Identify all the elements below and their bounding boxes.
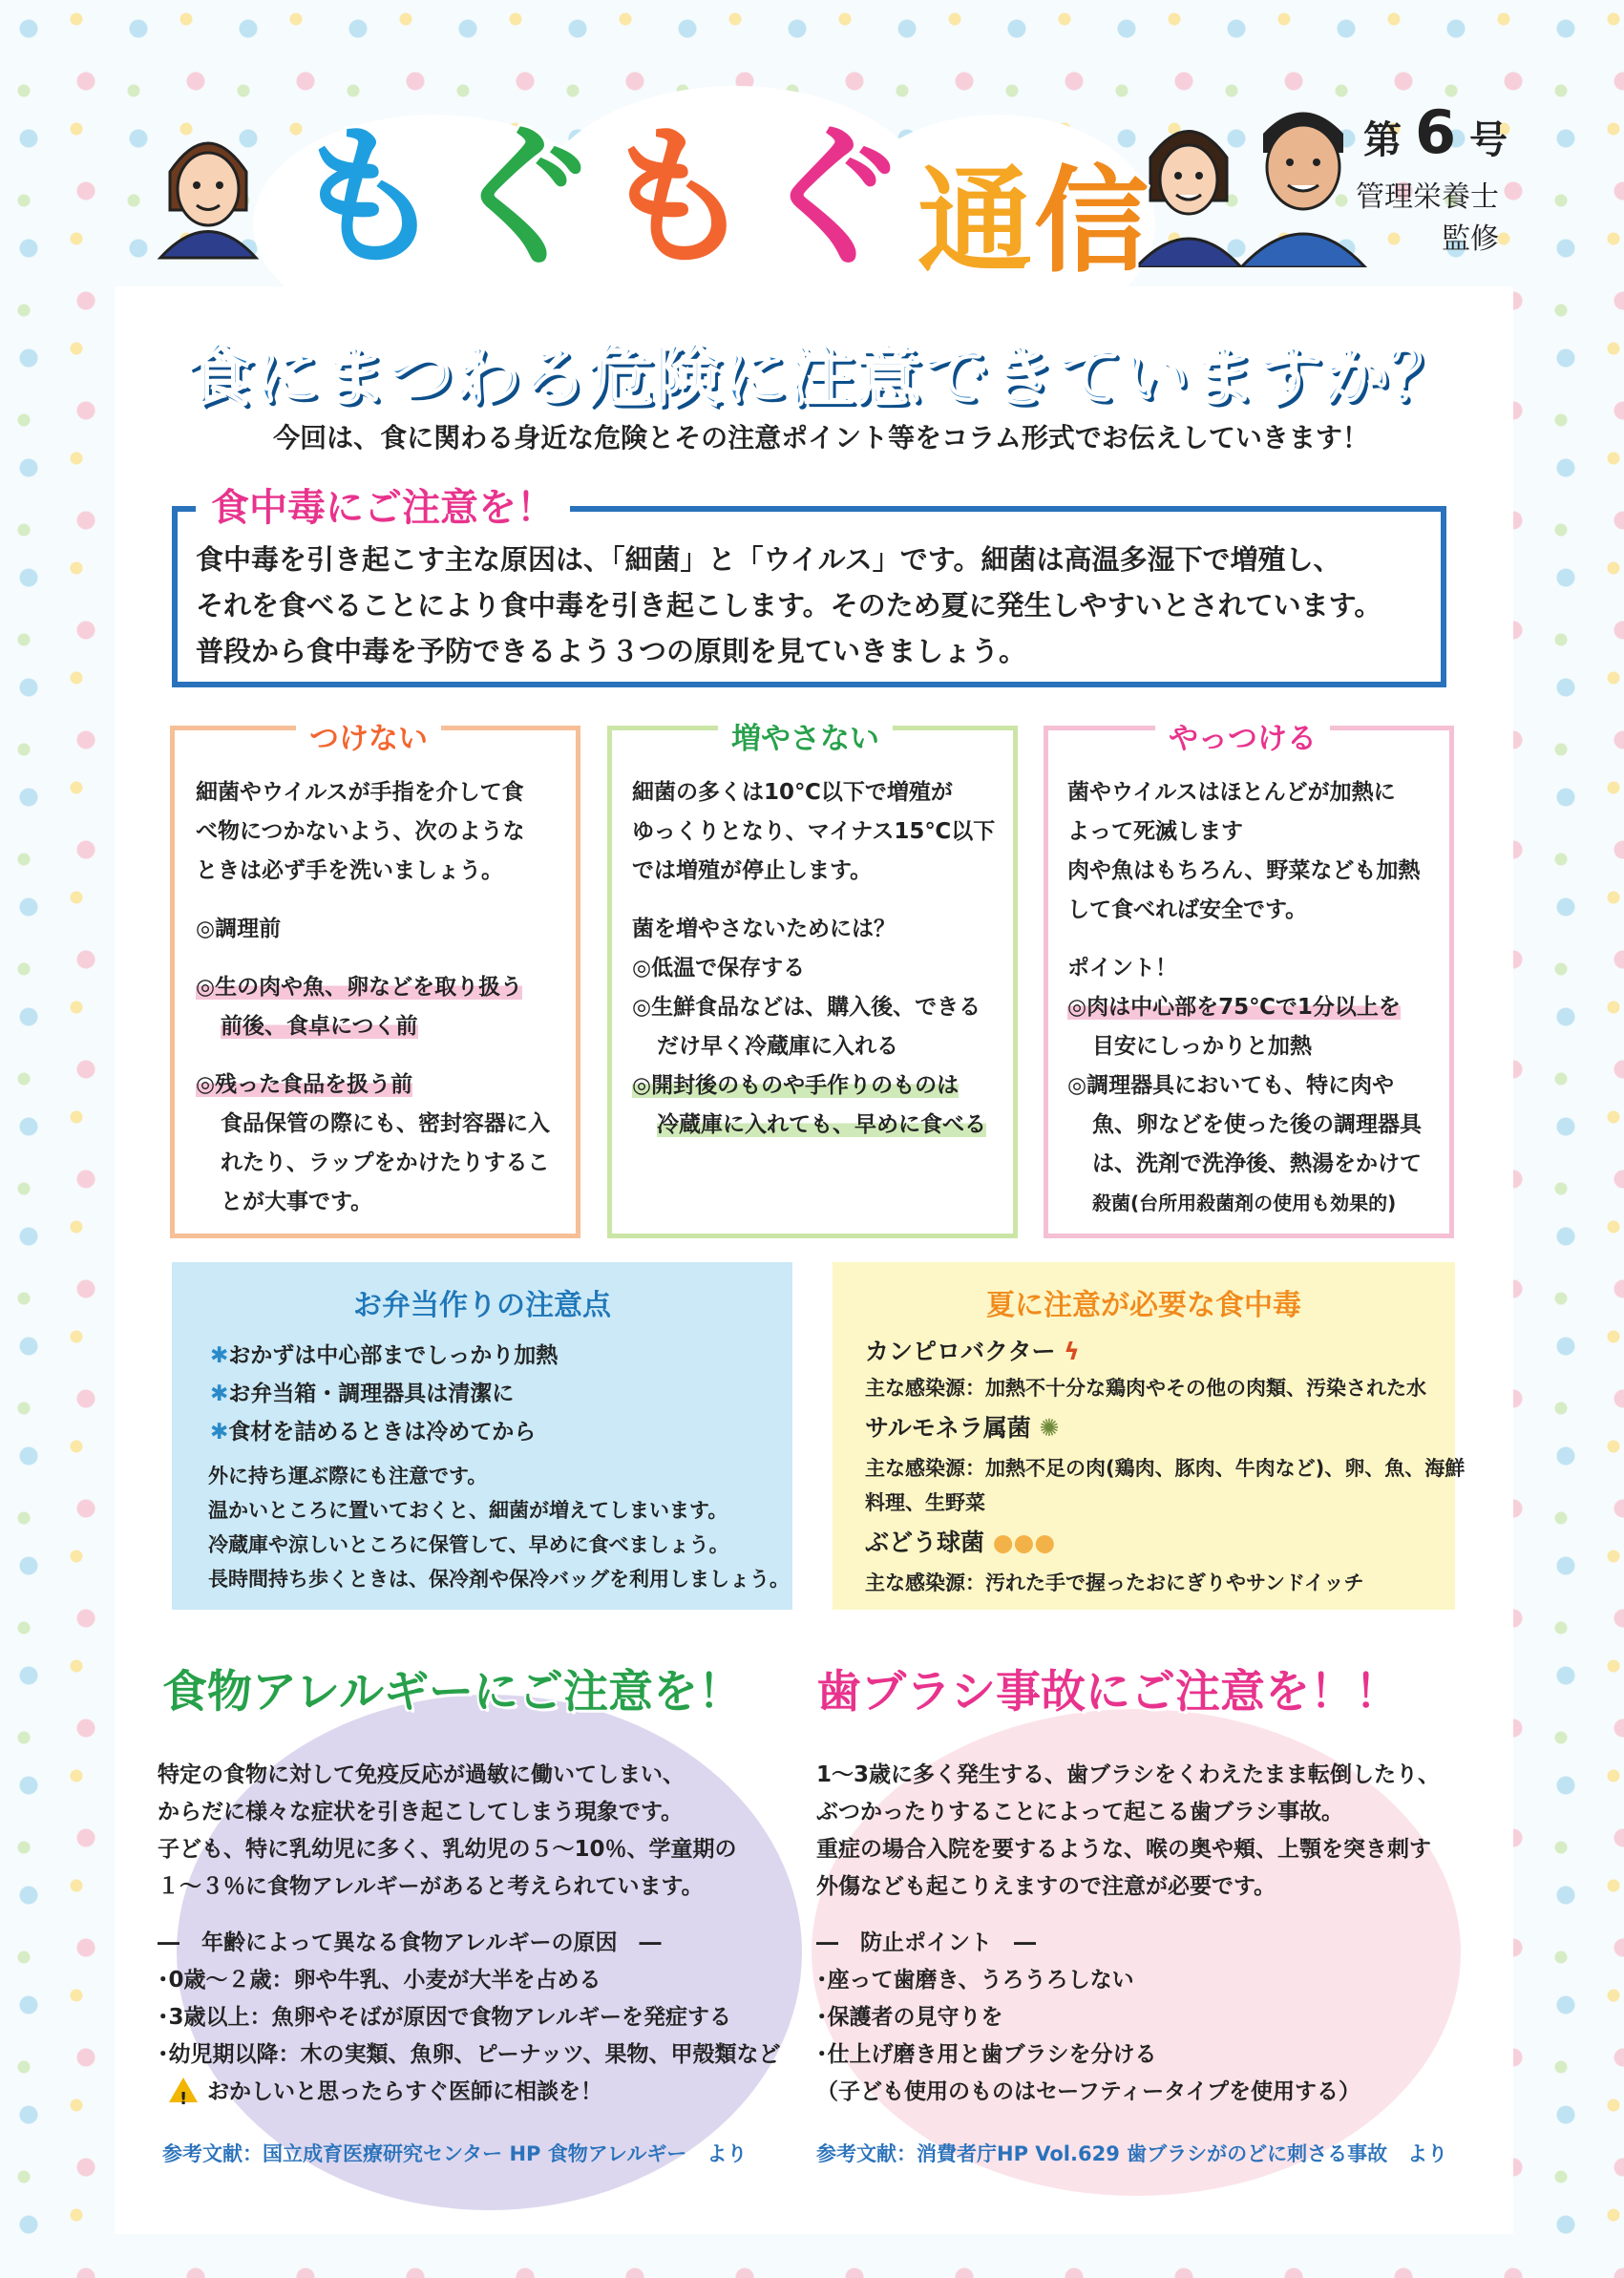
text-line: 特定の食物に対して免疫反応が過敏に働いてしまい、 <box>158 1762 685 1787</box>
nutritionist-left-illustration <box>141 115 275 267</box>
text-line: ゆっくりとなり、マイナス15℃以下 <box>632 819 996 844</box>
bacteria-name: ぶどう球菌 ●●● <box>865 1529 1056 1556</box>
text-line: 長時間持ち歩くときは、保冷剤や保冷バッグを利用しましょう。 <box>208 1568 790 1591</box>
allergy-text <box>158 1757 788 2111</box>
bacteria-name: カンピロバクター ϟ <box>865 1338 1080 1365</box>
logo-char: 信 <box>1034 156 1149 288</box>
text-line: ･座って歯磨き、うろうろしない <box>816 1968 1134 1993</box>
text-line: 冷蔵庫に入れても、早めに食べる <box>657 1112 986 1137</box>
bacteria-name: サルモネラ属菌 ✺ <box>865 1414 1060 1442</box>
text-line: ◎残った食品を扱う前 <box>196 1072 413 1097</box>
text-line: 冷蔵庫や涼しいところに保管して、早めに食べましょう。 <box>208 1533 729 1556</box>
summer-food-poisoning-box <box>833 1262 1466 1610</box>
text-line: よって死滅します <box>1067 819 1243 844</box>
allergy-subheading: ― 年齢によって異なる食物アレルギーの原因 ― <box>158 1930 662 1955</box>
text-line: ◎調理前 <box>196 917 282 941</box>
principle-dont-attach-title: つけない <box>296 714 441 757</box>
toothbrush-subheading: ― 防止ポイント ― <box>816 1930 1036 1955</box>
supervisor-label: 監修 <box>1442 222 1499 256</box>
text-line: 外傷なども起こりえますので注意が必要です。 <box>816 1874 1276 1899</box>
text-line: 子ども、特に乳幼児に多く、乳幼児の５～10％、学童期の <box>158 1837 737 1862</box>
bento-tips-box <box>172 1262 792 1610</box>
text-line: 料理、生野菜 <box>865 1491 985 1514</box>
issue-number <box>1363 97 1508 167</box>
text-line: ◎低温で保存する <box>632 956 806 981</box>
logo-char: も <box>291 108 445 286</box>
cluster-icon: ●●● <box>992 1529 1056 1556</box>
text-line: べ物につかないよう、次のような <box>196 819 525 844</box>
text-line: 主な感染源：汚れた手で握ったおにぎりやサンドイッチ <box>865 1571 1364 1594</box>
bento-points <box>210 1337 792 1451</box>
text-line: 1～3歳に多く発生する、歯ブラシをくわえたまま転倒したり、 <box>816 1762 1441 1787</box>
toothbrush-heading: 歯ブラシ事故にご注意を！！ <box>816 1666 1400 1719</box>
text-line: （子ども使用のものはセーフティータイプを使用する） <box>816 2079 1360 2104</box>
logo-char: 通 <box>917 156 1033 288</box>
text-line: 肉や魚はもちろん、野菜なども加熱 <box>1067 858 1421 883</box>
text-line: ときは必ず手を洗いましょう。 <box>196 858 503 883</box>
text-line: 殺菌(台所用殺菌剤の使用も効果的) <box>1092 1192 1397 1214</box>
summer-items <box>865 1333 1466 1600</box>
text-line: 主な感染源：加熱不足の肉(鶏肉、豚肉、牛肉など)、卵、魚、海鮮 <box>865 1457 1466 1480</box>
lightning-icon: ϟ <box>1064 1338 1080 1365</box>
text-line: 魚、卵などを使った後の調理器具 <box>1092 1112 1422 1137</box>
newsletter-logo <box>291 84 1149 294</box>
asterisk-icon: ✱ <box>210 1382 229 1406</box>
text-line: ぶつかったりすることによって起こる歯ブラシ事故。 <box>816 1800 1343 1825</box>
text-line: 菌やウイルスはほとんどが加熱に <box>1067 780 1396 805</box>
page-title: 食にまつわる危険に注意できていますか？ <box>186 337 1456 415</box>
text-line: ◎開封後のものや手作りのものは <box>632 1073 960 1098</box>
principle-dont-increase-title: 増やさない <box>718 714 893 757</box>
text-line: 細菌やウイルスが手指を介して食 <box>196 780 524 805</box>
text-line: ポイント！ <box>1067 956 1177 981</box>
text-line: 菌を増やさないためには？ <box>632 917 896 941</box>
text-line: ･幼児期以降：木の実類、魚卵、ピーナッツ、果物、甲殻類など <box>158 2042 781 2067</box>
intro-text: 今回は、食に関わる身近な危険とその注意ポイント等をコラム形式でお伝えしていきます！ <box>273 422 1369 453</box>
text-line: 食品保管の際にも、密封容器に入 <box>221 1111 550 1136</box>
text-line: 食中毒を引き起こす主な原因は、「細菌」と「ウイルス」です。細菌は高温多湿下で増殖し、 <box>196 543 1341 576</box>
text-line: 目安にしっかりと加熱 <box>1092 1034 1312 1059</box>
text-line: 主な感染源：加熱不十分な鶏肉やその他の肉類、汚染された水 <box>865 1377 1426 1400</box>
text-line: 前後、食卓につく前 <box>221 1014 418 1039</box>
issue-suffix: 号 <box>1469 118 1508 162</box>
summer-heading: 夏に注意が必要な食中毒 <box>986 1289 1301 1322</box>
food-poisoning-heading: 食中毒にご注意を！ <box>196 477 570 532</box>
text-line: ◎生鮮食品などは、購入後、できる <box>632 995 981 1020</box>
text-line: 外に持ち運ぶ際にも注意です。 <box>208 1465 488 1487</box>
text-line: １～３％に食物アレルギーがあると考えられています。 <box>158 1874 704 1899</box>
text-line: ◎生の肉や魚、卵などを取り扱う <box>196 975 523 1000</box>
bento-heading: お弁当作りの注意点 <box>353 1289 611 1322</box>
principle-dont-attach-text <box>196 773 568 1222</box>
asterisk-icon: ✱ <box>210 1343 229 1368</box>
issue-prefix: 第 <box>1363 118 1402 162</box>
text-line: からだに様々な症状を引き起こしてしまう現象です。 <box>158 1800 684 1825</box>
logo-char: も <box>601 108 754 286</box>
text-line: ･0歳～２歳：卵や牛乳、小麦が大半を占める <box>158 1968 601 1993</box>
text-line: 温かいところに置いておくと、細菌が増えてしまいます。 <box>208 1499 728 1522</box>
text-line: ◎調理器具においても、特に肉や <box>1067 1073 1395 1098</box>
text-line: とが大事です。 <box>221 1190 373 1214</box>
supervisor-credit <box>1346 177 1499 261</box>
allergy-warning: ! おかしいと思ったらすぐ医師に相談を！ <box>158 2074 788 2111</box>
food-poisoning-text <box>196 537 1427 674</box>
principle-eliminate-title: やっつける <box>1155 714 1330 757</box>
text-line: れたり、ラップをかけたりするこ <box>221 1150 550 1175</box>
issue-value: 6 <box>1414 97 1457 167</box>
text-line: 重症の場合入院を要するような、喉の奥や頬、上顎を突き刺す <box>816 1837 1431 1862</box>
list-item: ✱食材を詰めるときは冷めてから <box>210 1420 537 1445</box>
list-item: ✱お弁当箱・調理器具は清潔に <box>210 1382 515 1406</box>
text-line: ･仕上げ磨き用と歯ブラシを分ける <box>816 2042 1157 2067</box>
text-line: ◎肉は中心部を75℃で1分以上を <box>1067 995 1401 1020</box>
bento-notes <box>208 1459 792 1596</box>
bacteria-icon: ✺ <box>1039 1414 1060 1442</box>
allergy-reference: 参考文献：国立成育医療研究センター HP 食物アレルギー より <box>162 2142 748 2165</box>
toothbrush-text <box>816 1757 1466 2111</box>
logo-char: ぐ <box>446 108 600 286</box>
text-line: は、洗剤で洗浄後、熱湯をかけて <box>1092 1151 1422 1176</box>
supervisor-role: 管理栄養士 <box>1356 180 1499 214</box>
text-line: 普段から食中毒を予防できるよう３つの原則を見ていきましょう。 <box>196 635 1027 667</box>
text-line: ･3歳以上：魚卵やそばが原因で食物アレルギーを発症する <box>158 2005 732 2030</box>
logo-char: ぐ <box>755 108 909 286</box>
allergy-heading: 食物アレルギーにご注意を！ <box>162 1666 743 1719</box>
toothbrush-reference: 参考文献：消費者庁HP Vol.629 歯ブラシがのどに刺さる事故 より <box>816 2142 1448 2165</box>
warning-icon: ! <box>169 2078 198 2102</box>
text-line: では増殖が停止します。 <box>632 858 873 883</box>
text-line: 細菌の多くは10℃以下で増殖が <box>632 780 953 805</box>
text-line: だけ早く冷蔵庫に入れる <box>657 1034 898 1059</box>
asterisk-icon: ✱ <box>210 1420 229 1445</box>
text-line: それを食べることにより食中毒を引き起こします。そのため夏に発生しやすいとされています。 <box>196 589 1382 622</box>
principle-eliminate-text <box>1067 773 1445 1223</box>
text-line: ･保護者の見守りを <box>816 2005 1003 2030</box>
list-item: ✱おかずは中心部までしっかり加熱 <box>210 1343 559 1368</box>
text-line: して食べれば安全です。 <box>1067 897 1308 922</box>
principle-dont-increase-text <box>632 773 1004 1145</box>
